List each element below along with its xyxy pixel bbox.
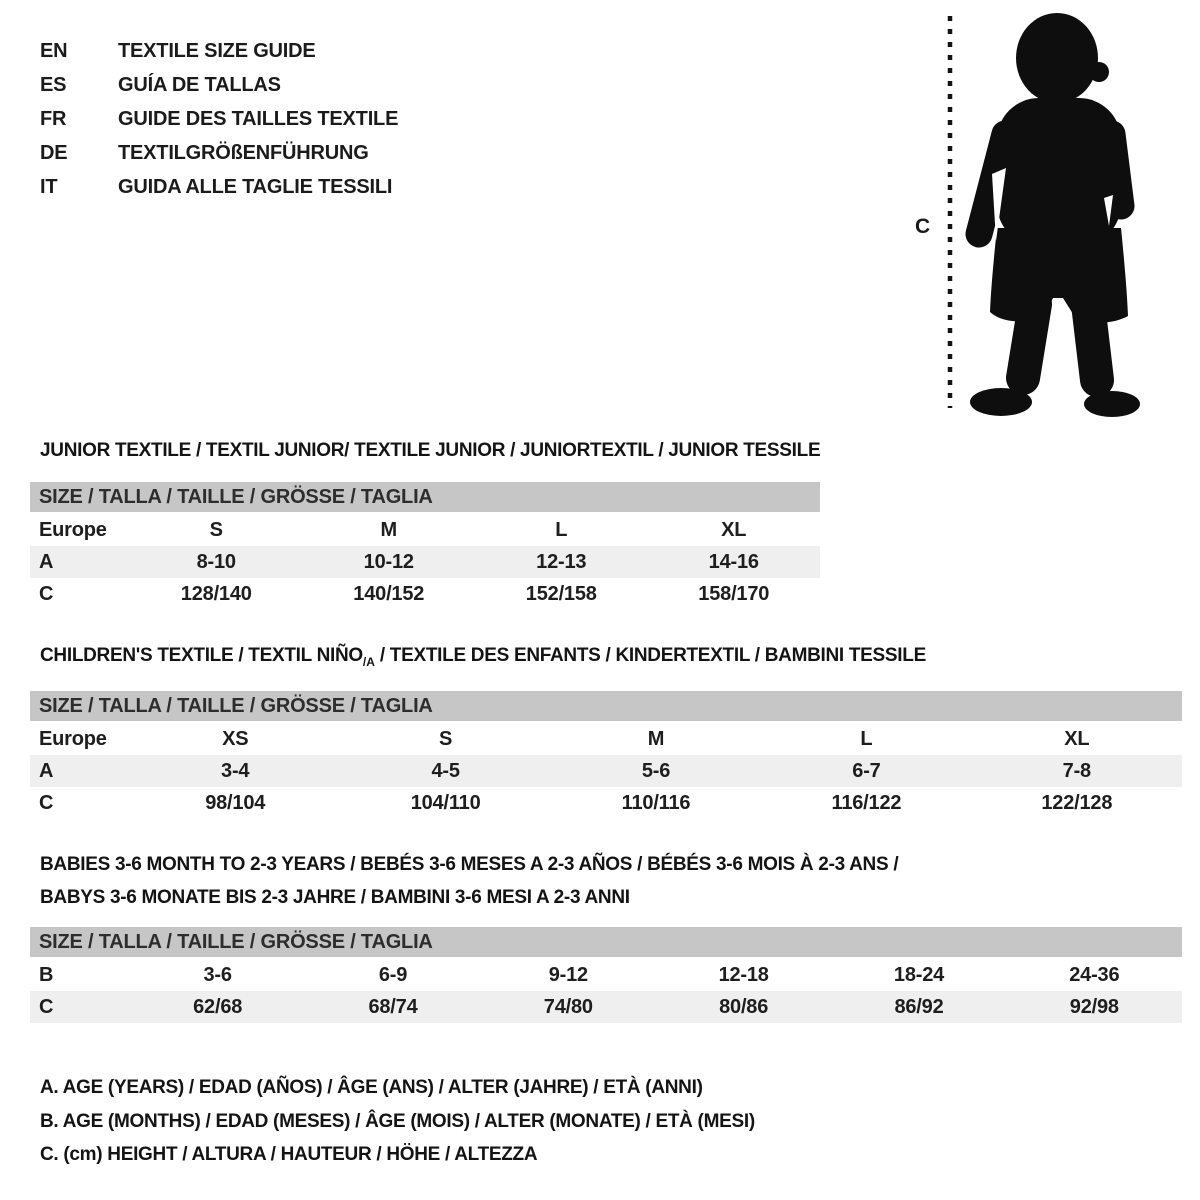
size-col: XL (1064, 727, 1090, 750)
size-cell: 92/98 (1069, 995, 1119, 1018)
height-cm-row (30, 787, 1182, 819)
height-cm-row (30, 578, 820, 610)
language-row (40, 136, 398, 170)
language-code: FR (40, 107, 67, 130)
size-col: S (209, 518, 223, 541)
size-cell: 122/128 (1041, 791, 1113, 814)
legend-line-a: A. AGE (YEARS) / EDAD (AÑOS) / ÂGE (ANS) / ALTER (JAHRE) / ETÀ (ANNI) (40, 1077, 703, 1098)
heading-text: / TEXTILE DES ENFANTS / KINDERTEXTIL / BAMBINI TESSILE (374, 645, 926, 666)
size-cell: 110/116 (621, 791, 691, 814)
size-cell: 10-12 (363, 550, 414, 573)
size-cell: 98/104 (205, 791, 266, 814)
size-cell: 158/170 (698, 582, 770, 605)
size-cell: 12-18 (718, 963, 769, 986)
heading-line: BABIES 3-6 MONTH TO 2-3 YEARS / BEBÉS 3-6 MESES A 2-3 AÑOS / BÉBÉS 3-6 MOIS À 2-3 ANS / (40, 854, 899, 875)
babies-size-table (30, 927, 1182, 1023)
size-col: XL (721, 518, 747, 541)
size-cell: 116/122 (831, 791, 902, 814)
language-code: EN (40, 39, 68, 62)
height-measure-label: C (915, 215, 931, 238)
toddler-figure (970, 13, 1140, 417)
heading-text: CHILDREN'S TEXTILE / TEXTIL NIÑO (40, 645, 363, 666)
region-label: Europe (39, 518, 107, 541)
legend-line-b: B. AGE (MONTHS) / EDAD (MESES) / ÂGE (MOIS) / ALTER (MONATE) / ETÀ (MESI) (40, 1110, 755, 1132)
size-cell: 4-5 (431, 759, 460, 782)
size-col: S (439, 727, 453, 750)
size-cell: 12-13 (536, 550, 587, 573)
size-header-bar: SIZE / TALLA / TAILLE / GRÖSSE / TAGLIA (30, 691, 1182, 721)
row-label: B (39, 963, 54, 986)
size-cell: 3-4 (221, 759, 250, 782)
size-col: XS (222, 727, 249, 750)
size-cell: 9-12 (548, 963, 588, 986)
size-col: L (555, 518, 568, 541)
size-col: M (647, 727, 665, 750)
size-cell: 6-7 (852, 759, 881, 782)
size-cell: 5-6 (641, 759, 671, 782)
size-cell: 86/92 (894, 995, 944, 1018)
row-label: A (39, 550, 54, 573)
size-cell: 3-6 (203, 963, 232, 986)
guide-title: GUIDE DES TAILLES TEXTILE (118, 107, 399, 130)
language-row (40, 102, 398, 136)
section-heading-babies (40, 848, 898, 914)
guide-title: GUIDA ALLE TAGLIE TESSILI (118, 175, 393, 198)
language-row (40, 170, 398, 204)
height-cm-row (30, 991, 1182, 1023)
size-header-bar: SIZE / TALLA / TAILLE / GRÖSSE / TAGLIA (30, 482, 820, 512)
age-months-row (30, 959, 1182, 991)
language-code: DE (40, 141, 68, 164)
size-col: L (860, 727, 873, 750)
age-years-row (30, 755, 1182, 787)
row-label: C (39, 582, 54, 605)
size-cell: 80/86 (719, 995, 769, 1018)
size-cell: 68/74 (368, 995, 418, 1018)
children-size-table (30, 691, 1182, 819)
heading-line: BABYS 3-6 MONATE BIS 2-3 JAHRE / BAMBINI 3-6 MESI A 2-3 ANNI (40, 887, 630, 908)
size-cell: 8-10 (196, 550, 236, 573)
size-columns-row (30, 514, 820, 546)
junior-size-table (30, 482, 820, 610)
row-label: A (39, 759, 54, 782)
size-col: M (380, 518, 397, 541)
size-cell: 140/152 (353, 582, 425, 605)
size-cell: 6-9 (378, 963, 408, 986)
measure-legend (40, 1071, 755, 1172)
heading-subscript: /A (362, 655, 375, 669)
language-title-list (40, 34, 398, 204)
size-cell: 18-24 (893, 963, 945, 986)
size-columns-row (30, 723, 1182, 755)
language-code: IT (40, 175, 58, 198)
language-code: ES (40, 73, 67, 96)
guide-title: TEXTILE SIZE GUIDE (118, 39, 316, 62)
size-cell: 104/110 (410, 791, 481, 814)
language-row (40, 34, 398, 68)
size-cell: 128/140 (180, 582, 252, 605)
row-label: C (39, 995, 54, 1018)
size-header-bar: SIZE / TALLA / TAILLE / GRÖSSE / TAGLIA (30, 927, 1182, 957)
size-cell: 152/158 (525, 582, 597, 605)
legend-line-c: C. (cm) HEIGHT / ALTURA / HAUTEUR / HÖHE / ALTEZZA (40, 1144, 538, 1165)
size-cell: 7-8 (1062, 759, 1091, 782)
size-cell: 24-36 (1069, 963, 1120, 986)
size-cell: 62/68 (193, 995, 243, 1018)
language-row (40, 68, 398, 102)
toddler-silhouette-icon (935, 6, 1150, 418)
guide-title: GUÍA DE TALLAS (118, 73, 281, 96)
region-label: Europe (39, 727, 107, 750)
age-years-row (30, 546, 820, 578)
section-heading-children (40, 645, 926, 669)
guide-title: TEXTILGRÖßENFÜHRUNG (118, 141, 369, 164)
row-label: C (39, 791, 54, 814)
size-cell: 74/80 (543, 995, 593, 1018)
size-cell: 14-16 (708, 550, 759, 573)
section-heading-junior: JUNIOR TEXTILE / TEXTIL JUNIOR/ TEXTILE JUNIOR / JUNIORTEXTIL / JUNIOR TESSILE (40, 440, 821, 461)
